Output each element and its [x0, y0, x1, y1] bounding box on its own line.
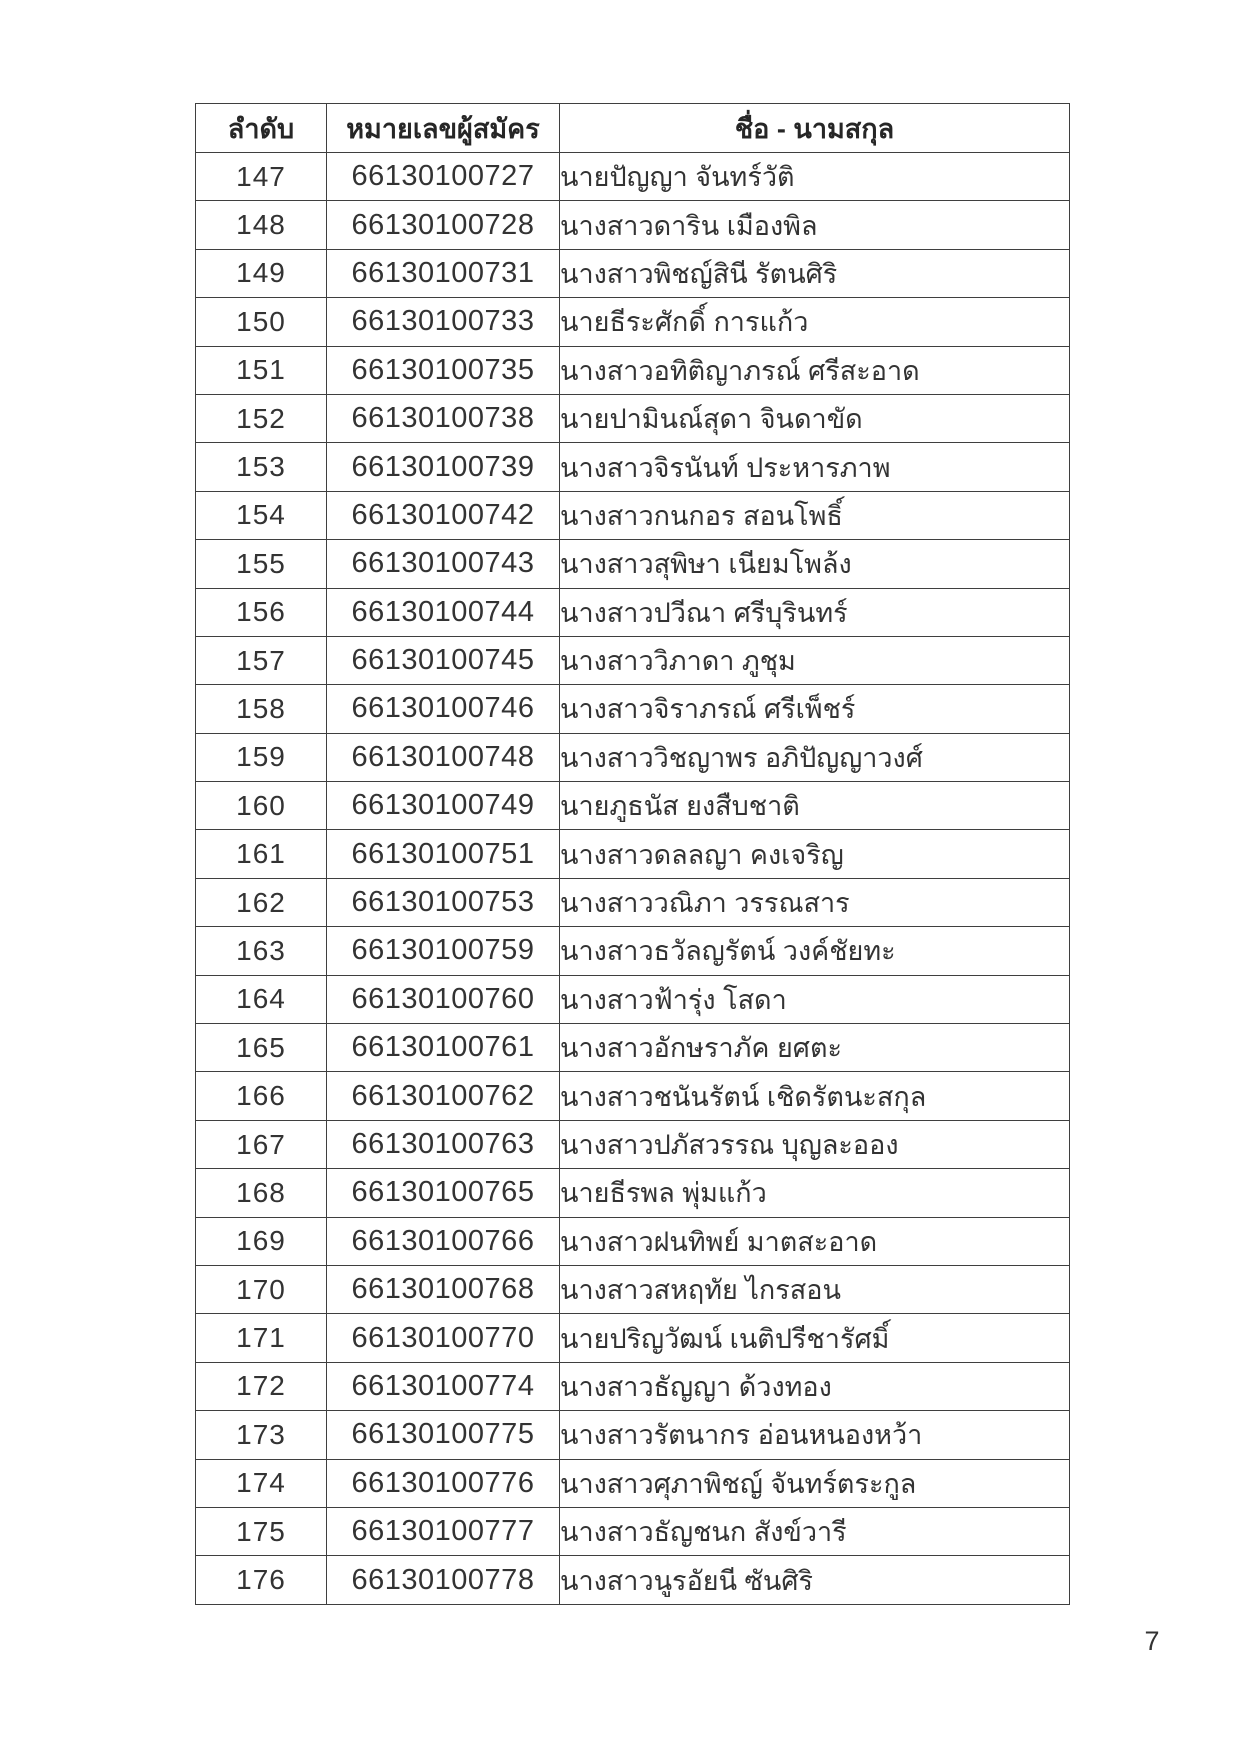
applicant-number-cell: 66130100751 — [327, 830, 560, 878]
applicant-number-cell: 66130100765 — [327, 1169, 560, 1217]
order-cell: 166 — [196, 1072, 327, 1120]
name-cell: นางสาวฝนทิพย์ มาตสะอาด — [560, 1217, 1070, 1265]
name-cell: นางสาวดาริน เมืองพิล — [560, 201, 1070, 249]
name-cell: นางสาวดลลญา คงเจริญ — [560, 830, 1070, 878]
order-cell: 150 — [196, 298, 327, 346]
name-cell: นายปามินณ์สุดา จินดาขัด — [560, 394, 1070, 442]
name-cell: นางสาวกนกอร สอนโพธิ์ — [560, 491, 1070, 539]
table-header-row — [196, 104, 1070, 153]
table-row — [196, 636, 1070, 684]
table-row — [196, 685, 1070, 733]
applicant-number-cell: 66130100742 — [327, 491, 560, 539]
order-cell: 162 — [196, 878, 327, 926]
table-row — [196, 927, 1070, 975]
name-cell: นางสาวปวีณา ศรีบุรินทร์ — [560, 588, 1070, 636]
header-order: ลำดับ — [196, 104, 327, 153]
name-cell: นางสาวธัญชนก สังข์วารี — [560, 1507, 1070, 1555]
table-row — [196, 588, 1070, 636]
applicant-number-cell: 66130100761 — [327, 1024, 560, 1072]
order-cell: 153 — [196, 443, 327, 491]
applicant-number-cell: 66130100770 — [327, 1314, 560, 1362]
applicant-number-cell: 66130100778 — [327, 1556, 560, 1604]
applicant-number-cell: 66130100768 — [327, 1265, 560, 1313]
header-applicant-number: หมายเลขผู้สมัคร — [327, 104, 560, 153]
name-cell: นางสาวพิชญ์สินี รัตนศิริ — [560, 249, 1070, 297]
name-cell: นายธีรพล พุ่มแก้ว — [560, 1169, 1070, 1217]
table-row — [196, 1507, 1070, 1555]
order-cell: 174 — [196, 1459, 327, 1507]
table-row — [196, 1072, 1070, 1120]
table-row — [196, 782, 1070, 830]
header-name-surname: ชื่อ - นามสกุล — [560, 104, 1070, 153]
applicant-table-body — [196, 153, 1070, 1605]
order-cell: 155 — [196, 540, 327, 588]
table-row — [196, 1459, 1070, 1507]
applicant-number-cell: 66130100775 — [327, 1411, 560, 1459]
applicant-number-cell: 66130100749 — [327, 782, 560, 830]
name-cell: นายปริญวัฒน์ เนติปรีชารัศมิ์ — [560, 1314, 1070, 1362]
name-cell: นางสาวสหฤทัย ไกรสอน — [560, 1265, 1070, 1313]
table-row — [196, 1217, 1070, 1265]
applicant-number-cell: 66130100745 — [327, 636, 560, 684]
table-row — [196, 249, 1070, 297]
table-row — [196, 443, 1070, 491]
applicant-number-cell: 66130100733 — [327, 298, 560, 346]
order-cell: 163 — [196, 927, 327, 975]
name-cell: นางสาววิชญาพร อภิปัญญาวงศ์ — [560, 733, 1070, 781]
name-cell: นางสาวฟ้ารุ่ง โสดา — [560, 975, 1070, 1023]
applicant-number-cell: 66130100739 — [327, 443, 560, 491]
order-cell: 167 — [196, 1120, 327, 1168]
name-cell: นางสาวศุภาพิชญ์ จันทร์ตระกูล — [560, 1459, 1070, 1507]
table-row — [196, 540, 1070, 588]
order-cell: 168 — [196, 1169, 327, 1217]
table-row — [196, 394, 1070, 442]
order-cell: 157 — [196, 636, 327, 684]
applicant-number-cell: 66130100763 — [327, 1120, 560, 1168]
order-cell: 160 — [196, 782, 327, 830]
name-cell: นางสาวนูรอัยนี ซันศิริ — [560, 1556, 1070, 1604]
name-cell: นางสาวอทิติญาภรณ์ ศรีสะอาด — [560, 346, 1070, 394]
applicant-number-cell: 66130100776 — [327, 1459, 560, 1507]
name-cell: นายธีระศักดิ์ การแก้ว — [560, 298, 1070, 346]
applicant-number-cell: 66130100728 — [327, 201, 560, 249]
table-row — [196, 878, 1070, 926]
name-cell: นางสาวปภัสวรรณ บุญละออง — [560, 1120, 1070, 1168]
applicant-number-cell: 66130100746 — [327, 685, 560, 733]
applicant-number-cell: 66130100727 — [327, 153, 560, 201]
applicant-number-cell: 66130100759 — [327, 927, 560, 975]
table-row — [196, 975, 1070, 1023]
order-cell: 158 — [196, 685, 327, 733]
table-row — [196, 201, 1070, 249]
table-row — [196, 1265, 1070, 1313]
order-cell: 173 — [196, 1411, 327, 1459]
table-row — [196, 733, 1070, 781]
order-cell: 156 — [196, 588, 327, 636]
order-cell: 151 — [196, 346, 327, 394]
applicant-number-cell: 66130100753 — [327, 878, 560, 926]
name-cell: นางสาววิภาดา ภูชุม — [560, 636, 1070, 684]
table-row — [196, 1314, 1070, 1362]
order-cell: 152 — [196, 394, 327, 442]
applicant-number-cell: 66130100777 — [327, 1507, 560, 1555]
page-number: 7 — [1144, 1626, 1160, 1656]
name-cell: นางสาววณิภา วรรณสาร — [560, 878, 1070, 926]
order-cell: 171 — [196, 1314, 327, 1362]
order-cell: 164 — [196, 975, 327, 1023]
table-row — [196, 1556, 1070, 1604]
name-cell: นางสาวจิรนันท์ ประหารภาพ — [560, 443, 1070, 491]
order-cell: 175 — [196, 1507, 327, 1555]
order-cell: 154 — [196, 491, 327, 539]
table-row — [196, 830, 1070, 878]
order-cell: 172 — [196, 1362, 327, 1410]
order-cell: 147 — [196, 153, 327, 201]
applicant-number-cell: 66130100766 — [327, 1217, 560, 1265]
applicant-number-cell: 66130100743 — [327, 540, 560, 588]
applicant-number-cell: 66130100738 — [327, 394, 560, 442]
name-cell: นายปัญญา จันทร์วัติ — [560, 153, 1070, 201]
table-row — [196, 298, 1070, 346]
order-cell: 165 — [196, 1024, 327, 1072]
order-cell: 176 — [196, 1556, 327, 1604]
applicant-number-cell: 66130100744 — [327, 588, 560, 636]
name-cell: นางสาวรัตนากร อ่อนหนองหว้า — [560, 1411, 1070, 1459]
name-cell: นางสาวธวัลญรัตน์ วงค์ชัยทะ — [560, 927, 1070, 975]
table-row — [196, 346, 1070, 394]
table-row — [196, 1120, 1070, 1168]
name-cell: นางสาวธัญญา ด้วงทอง — [560, 1362, 1070, 1410]
applicant-number-cell: 66130100762 — [327, 1072, 560, 1120]
order-cell: 149 — [196, 249, 327, 297]
name-cell: นางสาวสุพิษา เนียมโพล้ง — [560, 540, 1070, 588]
table-row — [196, 153, 1070, 201]
name-cell: นางสาวจิราภรณ์ ศรีเพ็ชร์ — [560, 685, 1070, 733]
name-cell: นางสาวอักษราภัค ยศตะ — [560, 1024, 1070, 1072]
table-row — [196, 1362, 1070, 1410]
applicant-number-cell: 66130100748 — [327, 733, 560, 781]
order-cell: 170 — [196, 1265, 327, 1313]
applicant-table — [195, 103, 1070, 1605]
name-cell: นายภูธนัส ยงสืบชาติ — [560, 782, 1070, 830]
order-cell: 148 — [196, 201, 327, 249]
table-row — [196, 1411, 1070, 1459]
applicant-number-cell: 66130100735 — [327, 346, 560, 394]
table-row — [196, 491, 1070, 539]
name-cell: นางสาวชนันรัตน์ เชิดรัตนะสกุล — [560, 1072, 1070, 1120]
order-cell: 169 — [196, 1217, 327, 1265]
applicant-number-cell: 66130100774 — [327, 1362, 560, 1410]
applicant-number-cell: 66130100760 — [327, 975, 560, 1023]
order-cell: 159 — [196, 733, 327, 781]
applicant-number-cell: 66130100731 — [327, 249, 560, 297]
order-cell: 161 — [196, 830, 327, 878]
table-row — [196, 1024, 1070, 1072]
table-row — [196, 1169, 1070, 1217]
